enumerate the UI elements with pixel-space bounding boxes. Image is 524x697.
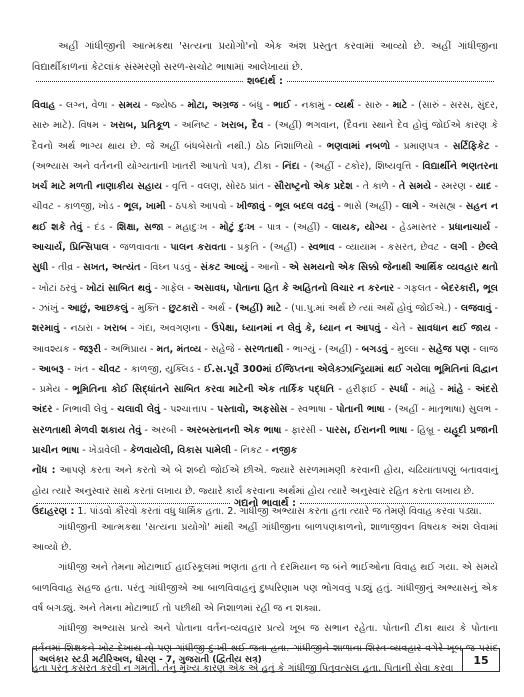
vocab-term: સાવધાન થઈ જાય xyxy=(416,323,491,335)
vocab-term: બેદરકારી, ભૂલ xyxy=(441,282,499,294)
vocab-term: આછું, આછકલું xyxy=(67,302,128,314)
vocab-term: બગડવું xyxy=(361,343,388,355)
vocab-meaning: - ઝાંખું xyxy=(32,302,58,314)
divider-right xyxy=(300,503,494,504)
vocab-meaning: - અનિષ્ટ xyxy=(170,120,210,132)
vocab-meaning: - અભિપ્રાય xyxy=(100,343,147,355)
vocab-meaning: - મુલ્લા xyxy=(387,343,419,355)
bhav-paragraph: ગાંધીજી અભ્યાસ પ્રત્યે અને પોતાના વર્તન-વ્યવહાર પ્રત્યે ખૂબ જ સભાન રહેતા. પોતાની ટીકા થાય કે પોતાના વર્તનમાં શિક્ષકને ખોટ દેખાય તો પણ ગાંધીજી દુઃખી થઈ જતા હતા. ગાંધીજીને શાળાના શિસ્ત-વ્યવહાર વગેરે ખૂબ જ પસંદ હતા પરંતુ કસરત કરવી ન ગમતી. તેનું મુખ્ય કારણ એક એ હતું કે ગાંધીજી પિતૃવત્સલ હતા. પિતાની સેવા કરવા xyxy=(32,623,498,675)
vocab-term: શરમાવું xyxy=(32,323,60,335)
vocab-meaning: - ગાફેલ xyxy=(151,282,185,294)
vocab-term: ભાઈ xyxy=(273,100,291,111)
vocab-term: લજવાવું xyxy=(460,302,492,314)
vocab-list: વિવાહ - લગ્ન, વેળા - સમય - જ્યેષ્ઠ - મોટા, અગ્રજ - બંધુ - ભાઈ - નકામું - વ્યર્થ - સારુ - માટે - (સારું - સરસ, સુંદર, સારુ માટે). વિષમ - ખરાબ, પ્રતિકૂળ - અનિષ્ટ - ખરાબ, દૈવ - (અહીં) ભગવાન, (દૈવના સ્થાને દેવ હોવું જોઈએ કારણ કે દૈવનો અર્થ ભાગ્ય થાય છે. જે અહીં બંધબેસતો નથી.) ઠોઠ નિશાળિયો - ભણવામાં નબળો - પ્રમાણપત્ર - સર્ટિફિકેટ - (અભ્યાસ અને વર્તનની યોગ્યતાની ખાતરી આપતો પત્ર), ટીકા - નિંદા - (અહીં - ટકોર), શિષ્યવૃત્તિ - વિદ્યાર્થીને ભણતરના ખર્ચ માટે મળતી નાણાકીય સહાય - વૃત્તિ - વલણ, સોરઠ પ્રાંત - સૌરાષ્ટ્રનો એક પ્રદેશ - તે કાળે - તે સમયે - સ્મરણ - યાદ - ચીવટ - કાળજી, ખોડ - ભૂલ, ખામી - ઠપકો આપવો - ખીજાવું - ભૂલ બદલ વઢવું - ભાસે (અહીં) - લાગે - અસહ્ય - સહન ન થઈ શકે તેવું - દંડ - શિક્ષા, સજા - મહાદુઃખ - મોટું દુઃખ - પાત્ર - (અહીં) - લાયક, યોગ્ય - હેડમાસ્તર - પ્રધાનાચાર્ય - આચાર્ય, પ્રિન્સિપાલ - જળવાવતા - પાલન કરાવતા - પ્રકૃતિ - (અહીં) - સ્વભાવ - વ્યાયામ - કસરત, છેવટ - લગી - છેલ્લે સુધી - તીવ્ર - સખત, અત્યંત - વિઘ્ન પડવું - સંકટ આવ્યું - આનો - એ સમયનો એક સિક્કો જેનાથી આર્થિક વ્યવહાર થતો - ખોટાં ઠરવું - ખોટાં સાબિત થવું - ગાફેલ - અસાવધ, પોતાના હિત કે અહિતનો વિચાર ન કરનાર - ગફલત - બેદરકારી, ભૂલ - ઝાંખું - આછું, આછકલું - મુક્તિ - છુટકારો - અર્થ - (અહીં) માટે - (પા.પુ.માં અર્થ છે ત્યાં અર્થે હોવું જોઈએ.) - લજવાવું - શરમાવું - નઠારા - ખરાબ - ગંદા, અવગણના - ઉપેક્ષા, ધ્યાનમાં ન લેવું કે, ધ્યાન ન આપવું - ચેતે - સાવધાન થઈ જાય - આવશ્યક - જરૂરી - અભિપ્રાય - મત, મંતવ્ય - સહેજે - સરળતાથી - ભાગ્યું - (અહીં) - બગડવું - મુલ્લા - સહેજ પણ - લાજ - આબરૂ - ખંત - ચીવટ - કાળજી, યુક્લિડ - ઈ.સ.પૂર્વે 300માં ઈજિપ્તના એલેક્ઝાન્ડ્રિયામાં થઈ ગયેલા ભૂમિતિનાં વિદ્વાન - પ્રમેય - ભૂમિતિના કોઈ સિદ્ધાંતને સાબિત કરવા માટેની એક તાર્કિક પદ્ધતિ - હરીફાઈ - સ્પર્ધા - માંહે - માંહે - અંદરો અંદર - નિભાવી લેવું - ચલાવી લેવું - પશ્ચાત્તાપ - પસ્તાવો, અફસોસ - સ્વભાષા - પોતાની ભાષા - (અહીં - માતૃભાષા) સુલભ - સરળતાથી મેળવી શકાય તેવું - અરબી - અરબસ્તાનની એક ભાષા - ફારસી - પારસ, ઈરાનની ભાષા - હિબ્રૂ - યહૂદી પ્રજાની પ્રાચીન ભાષા - ખેડાવેલી - કેળવાયેલી, વિકાસ પામેલી - નિકટ - નજીક xyxy=(32,100,499,457)
vocab-meaning: - ફારસી xyxy=(281,424,316,436)
vocab-term: અસાવધ, પોતાના હિત કે અહિતનો વિચાર ન કરનાર xyxy=(194,282,395,294)
vocab-term: અરબસ્તાનની એક ભાષા xyxy=(186,424,282,436)
page-number: 15 xyxy=(462,649,499,671)
vocab-note: આપણે કરતા અને કરતો એ બે શબ્દો જોઈએ છીએ. જ્યારે સરળમામણી કરવાની હોય, ચઢિયાતાપણું બતાવવાનું હોય ત્યારે અનુસ્વાર સાથે કરતાં લખાય છે. જ્યારે કાર્ય કરવાના અર્થમાં હોય ત્યારે અનુસ્વાર રહિત કરતા લખાય છે. xyxy=(32,465,498,497)
vocab-meaning: - સારુ xyxy=(354,100,382,111)
vocab-meaning: - લગ્ન, વેળા xyxy=(55,100,108,111)
vocab-term: તે સમયે xyxy=(398,181,432,193)
vocab-term: શિક્ષા, સજા xyxy=(116,221,164,233)
vocab-heading-row xyxy=(32,74,498,88)
vocab-term: સ્વભાવ xyxy=(308,242,335,254)
vocab-term: મત, મંતવ્ય xyxy=(156,343,202,355)
vocab-meaning: - મહાદુઃખ xyxy=(163,221,208,233)
vocab-term: વિવાહ xyxy=(32,100,56,111)
vocab-term: છેલ્લે સુધી xyxy=(32,242,499,274)
vocab-term: સહન ન થઈ શકે તેવું xyxy=(32,201,498,233)
vocab-meaning: - ઠપકો આપવો xyxy=(165,201,227,213)
vocab-term: નજીક xyxy=(271,445,298,457)
vocab-term: ખરાબ xyxy=(104,323,127,335)
vocab-meaning: - ખોટાં ઠરવું xyxy=(32,282,77,294)
vocab-term: (અહીં) માટે xyxy=(234,302,282,314)
vocab-term: ભૂલ બદલ વઢવું xyxy=(274,201,334,213)
vocab-meaning: - પ્રકૃતિ - (અહીં) xyxy=(226,242,297,254)
bhav-paragraph: ગાંધીજીની આત્મકથા 'સત્યના પ્રયોગો' માંથી અહીં ગાંધીજીના બાળપણકાળનો, શાળાજીવન વિષયક અંશ લેવામાં આવ્યો છે. xyxy=(32,522,498,554)
vocab-term: અંદરો અંદર xyxy=(32,384,499,416)
vocab-meaning: - સ્વભાષા xyxy=(287,404,326,416)
vocab-term: વિદ્યાર્થીને ભણતરના ખર્ચ માટે મળતી નાણાકીય સહાય xyxy=(32,160,498,193)
vocab-term: ઈ.સ.પૂર્વે 300માં ઈજિપ્તના એલેક્ઝાન્ડ્રિયામાં થઈ ગયેલા ભૂમિતિનાં વિદ્વાન xyxy=(204,363,499,375)
vocab-meaning: - હેડમાસ્તર xyxy=(387,221,437,233)
bhav-paragraph: ગાંધીજી અને તેમના મોટાભાઈ હાઈસ્કૂલમાં ભણતા હતા તે દરમિયાન જ બંને ભાઈઓના વિવાહ થઈ ગયા. એ સમયે બાળવિવાહ સહજ હતા. પરંતુ ગાંધીજીએ આ બાળવિવાહનું દુષ્પરિણામ પણ ભોગવવું પડ્યું હતું. ગાંધીજીનું અભ્યાસનું એક વર્ષ બગડ્યું. અને તેમના મોટાભાઈ તો પછીથી એ નિશાળમાં રહી જ ન શક્યા. xyxy=(32,562,498,614)
vocab-term: ભૂમિતિના કોઈ સિદ્ધાંતને સાબિત કરવા માટેની એક તાર્કિક પદ્ધતિ xyxy=(72,384,335,396)
intro-paragraph: અહીં ગાંધીજીની આત્મકથા 'સત્યના પ્રયોગો'નો એક અંશ પ્રસ્તુત કરવામાં આવ્યો છે. અહીં ગાંધીજીના વિદ્યાર્થીકાળનાં કેટલાંક સંસ્મરણો સરળ-સચોટ ભાષામાં આલેખાયાં છે. xyxy=(32,41,498,73)
vocab-term: મોટા, અગ્રજ xyxy=(187,100,239,111)
vocab-meaning: - જળવાવતા xyxy=(108,242,160,254)
vocab-term: સરળતાથી મેળવી શકાય તેવું xyxy=(32,424,142,436)
vocab-meaning: - (પા.પુ.માં અર્થ છે ત્યાં અર્થે હોવું જોઈએ.) xyxy=(281,302,452,314)
divider-right xyxy=(287,81,494,82)
vocab-meaning: - નકામું xyxy=(290,100,325,111)
vocab-term: સમય xyxy=(118,100,141,111)
vocab-meaning: - (અભ્યાસ અને વર્તનની યોગ્યતાની ખાતરી આપતો પત્ર), ટીકા xyxy=(32,140,499,172)
vocab-meaning: - નઠારા xyxy=(59,323,93,335)
vocab-meaning: - કાળજી, યુક્લિડ xyxy=(120,363,194,375)
vocab-meaning: - (અહીં) ભગવાન, (દૈવના સ્થાને દેવ હોવું જોઈએ કારણ કે દૈવનો અર્થ ભાગ્ય થાય છે. જે અહીં બંધબેસતો નથી.) ઠોઠ નિશાળિયો xyxy=(32,120,498,152)
vocab-term: લગી xyxy=(450,242,468,254)
vocab-term: પોતાની ભાષા xyxy=(336,404,385,416)
vocab-meaning: - ખંત xyxy=(63,363,89,375)
vocab-meaning: - પશ્ચાત્તાપ xyxy=(160,404,208,416)
vocab-term: પારસ, ઈરાનની ભાષા xyxy=(325,424,408,436)
vocab-meaning: - ચેતે xyxy=(380,323,406,335)
vocab-meaning: - (અહીં - માતૃભાષા) સુલભ xyxy=(384,404,492,416)
vocab-term: ભણવામાં નબળો xyxy=(326,140,391,152)
vocab-term: સરળતાથી xyxy=(244,343,284,355)
bhav-heading-row xyxy=(32,496,498,510)
vocab-note-label: નોંધ : xyxy=(32,465,56,477)
vocab-meaning: - લાજ xyxy=(469,343,499,355)
vocab-term: નિંદા xyxy=(282,160,300,172)
vocab-term: જરૂરી xyxy=(79,343,101,355)
vocab-term: યાદ xyxy=(475,181,492,193)
vocab-term: કેળવાયેલી, વિકાસ પામેલી xyxy=(129,445,231,457)
vocab-heading: શબ્દાર્થ : xyxy=(246,75,284,87)
vocab-term: ચલાવી લેવું xyxy=(117,404,161,416)
vocab-meaning: - વ્યાયામ - કસરત, છેવટ xyxy=(334,242,440,254)
vocab-term: આબરૂ xyxy=(38,363,64,375)
vocab-term: લાગે xyxy=(402,201,419,213)
footer-title: અલંકાર સ્ટડી મટીરિઅલ, ધોરણ - 7, ગુજરાતી (દ્વિતીય સત્ર) xyxy=(39,655,262,665)
vocab-meaning: - ગફલત xyxy=(394,282,432,294)
example-label: ઉદાહરણ : xyxy=(32,505,75,517)
vocab-term: માટે xyxy=(392,100,408,111)
example-text: 1. પાંડવો કૌરવો કરતાં વધુ ધાર્મિક હતા. 2. ગાંધીજી અભ્યાસ કરતા હતા ત્યારે જ તેમણે વિવાહ કરવા પડ્યા. xyxy=(77,505,482,517)
vocab-meaning: - વૃત્તિ - વલણ, સોરઠ પ્રાંત xyxy=(162,181,265,193)
vocab-term: ખોટાં સાબિત થવું xyxy=(86,282,152,294)
vocab-term: ઉપેક્ષા, ધ્યાનમાં ન લેવું કે, ધ્યાન ન આપવું xyxy=(211,323,381,335)
footer xyxy=(32,648,500,672)
vocab-meaning: - નિભાવી લેવું xyxy=(52,404,108,416)
vocab-meaning: - ભાગ્યું - (અહીં) xyxy=(283,343,353,355)
bhav-heading: ગદ્યનો ભાવાર્થ : xyxy=(233,497,297,509)
vocab-meaning: - સહેજે xyxy=(201,343,235,355)
vocab-meaning: - જ્યેષ્ઠ xyxy=(140,100,177,111)
vocab-meaning: - અસહ્ય xyxy=(418,201,456,213)
vocab-term: સ્પર્ધા xyxy=(388,384,408,396)
vocab-meaning: - અર્થ xyxy=(198,302,226,314)
vocab-meaning: - ખેડાવેલી xyxy=(79,445,121,457)
vocab-meaning: - અરબી xyxy=(141,424,177,436)
vocab-term: ભૂલ, ખામી xyxy=(123,201,166,213)
vocab-term: ખરાબ, દૈવ xyxy=(221,120,264,132)
vocab-term: મોટું દુઃખ xyxy=(219,221,255,233)
vocab-term: પસ્તાવો, અફસોસ xyxy=(217,404,288,416)
vocab-meaning: - હિબ્રૂ xyxy=(407,424,434,436)
vocab-term: વ્યર્થ xyxy=(335,100,355,111)
vocab-meaning: - ગંદા, અવગણના xyxy=(126,323,201,335)
vocab-term: પાલન કરાવતા xyxy=(170,242,227,254)
divider-left xyxy=(36,81,243,82)
vocab-meaning: - સ્મરણ xyxy=(431,181,466,193)
vocab-meaning: - મુક્તિ xyxy=(127,302,159,314)
vocab-meaning: - પાત્ર - (અહીં) xyxy=(254,221,321,233)
vocab-meaning: - બંધુ xyxy=(238,100,263,111)
vocab-term: માંહે xyxy=(447,384,464,396)
vocab-term: છુટકારો xyxy=(168,302,199,314)
vocab-term: ખરાબ, પ્રતિકૂળ xyxy=(110,120,171,132)
vocab-term: સહેજ પણ xyxy=(428,343,470,355)
vocab-term: પ્રધાનાચાર્ય xyxy=(448,221,491,233)
vocab-meaning: - નિકટ xyxy=(231,445,263,457)
vocab-meaning: - આનો xyxy=(247,262,280,274)
vocab-term: સર્ટિફિકેટ xyxy=(452,140,490,152)
vocab-meaning: - માંહે xyxy=(407,384,436,396)
vocab-meaning: - હરીફાઈ xyxy=(334,384,378,396)
vocab-block xyxy=(32,96,498,522)
vocab-meaning: - (સારું - સરસ, સુંદર, સારુ માટે). વિષમ xyxy=(32,100,499,132)
vocab-term: ખીજાવું xyxy=(236,201,265,213)
vocab-term: ચીવટ xyxy=(98,363,121,375)
divider-left xyxy=(36,503,230,504)
vocab-term: સૌરાષ્ટ્રનો એક પ્રદેશ xyxy=(273,181,353,193)
vocab-meaning: - વિઘ્ન પડવું xyxy=(140,262,191,274)
vocab-term: એ સમયનો એક સિક્કો જેનાથી આર્થિક વ્યવહાર થતો xyxy=(289,262,498,274)
vocab-meaning: - ચીવટ - કાળજી, ખોડ xyxy=(32,181,499,213)
vocab-meaning: - પ્રમાણપત્ર xyxy=(390,140,440,152)
vocab-term: સખત, અત્યંત xyxy=(83,262,141,274)
vocab-meaning: - આવશ્યક xyxy=(32,323,499,355)
vocab-meaning: - દંડ xyxy=(82,221,105,233)
vocab-meaning: - તીવ્ર xyxy=(48,262,74,274)
vocab-meaning: - ભાસે (અહીં) xyxy=(334,201,393,213)
vocab-meaning: - (અહીં - ટકોર), શિષ્યવૃત્તિ xyxy=(299,160,412,172)
vocab-term: લાયક, યોગ્ય xyxy=(332,221,388,233)
vocab-term: આચાર્ય, પ્રિન્સિપાલ xyxy=(32,242,109,254)
vocab-meaning: - પ્રમેય xyxy=(32,384,61,396)
vocab-meaning: - તે કાળે xyxy=(352,181,389,193)
vocab-term: યહૂદી પ્રજાની પ્રાચીન ભાષા xyxy=(32,424,498,457)
vocab-term: સંકટ આવ્યું xyxy=(200,262,248,274)
